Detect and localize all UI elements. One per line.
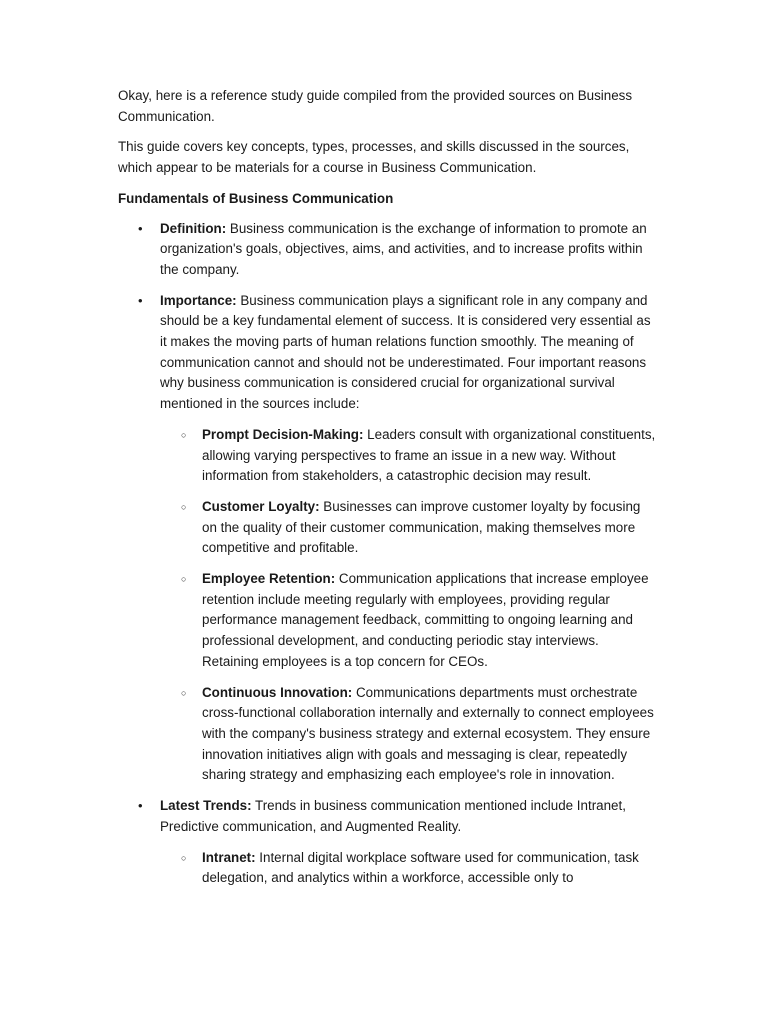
sub-bullet-text: Communication applications that increase employee retention include meeting regularly with employees, providing regular performance management feedback, committing to ongoing learning and professional development, and conducting periodic stay interviews. Retaining employees is a top concern for CEOs. — [202, 571, 649, 669]
document-page — [118, 86, 658, 899]
sub-bullet-continuous-innovation — [160, 683, 658, 787]
sub-bullet-text: Businesses can improve customer loyalty by focusing on the quality of their customer communication, making themselves more competitive and profitable. — [202, 498, 641, 556]
bullet-latest-trends — [118, 796, 658, 889]
sub-bullet-term: Continuous Innovation: — [202, 684, 353, 700]
sub-bullet-customer-loyalty — [160, 497, 658, 559]
sub-bullet-text: Leaders consult with organizational constituents, allowing varying perspectives to frame an issue in a new way. Without information from stakeholders, a catastrophic decision may result. — [202, 426, 656, 484]
bullet-text: Trends in business communication mentioned include Intranet, Predictive communication, and Augmented Reality. — [160, 798, 626, 834]
bullet-term: Latest Trends: — [160, 798, 252, 814]
sub-bullet-intranet — [160, 848, 658, 889]
bullet-term: Definition: — [160, 220, 227, 236]
intro-paragraph-2: This guide covers key concepts, types, processes, and skills discussed in the sources, which appear to be materials for a course in Business Communication. — [118, 139, 630, 176]
section-heading: Fundamentals of Business Communication — [118, 190, 394, 206]
bullet-text: Business communication is the exchange of information to promote an organization's goals, objectives, aims, and activities, and to increase profits within the company. — [160, 220, 647, 277]
sub-bullet-list — [160, 425, 658, 786]
sub-bullet-term: Intranet: — [202, 849, 256, 865]
bullet-definition — [118, 219, 658, 281]
intro-paragraph-1: Okay, here is a reference study guide compiled from the provided sources on Business Communication. — [118, 88, 633, 124]
sub-bullet-employee-retention — [160, 569, 658, 673]
sub-bullet-term: Prompt Decision-Making: — [202, 426, 364, 442]
sub-bullet-list — [160, 848, 658, 889]
bullet-importance — [118, 291, 658, 786]
sub-bullet-decision-making — [160, 425, 658, 487]
sub-bullet-term: Employee Retention: — [202, 571, 336, 587]
sub-bullet-text: Internal digital workplace software used for communication, task delegation, and analytics within a workforce, accessible only to — [202, 849, 639, 886]
bullet-text: Business communication plays a significant role in any company and should be a key fundamental element of success. It is considered very essential as it makes the moving parts of human relations function smoothly. The meaning of communication cannot and should not be underestimated. Four important reasons why business communication is considered crucial for organizational survival mentioned in the sources include: — [160, 292, 651, 412]
sub-bullet-text: Communications departments must orchestrate cross-functional collaboration internally and externally to connect employees with the company's business strategy and external ecosystem. They ensure innovation initiatives align with goals and messaging is clear, repeatedly sharing strategy and emphasizing each employee's role in innovation. — [202, 684, 654, 783]
sub-bullet-term: Customer Loyalty: — [202, 498, 320, 514]
main-bullet-list — [118, 219, 658, 889]
bullet-term: Importance: — [160, 292, 237, 308]
